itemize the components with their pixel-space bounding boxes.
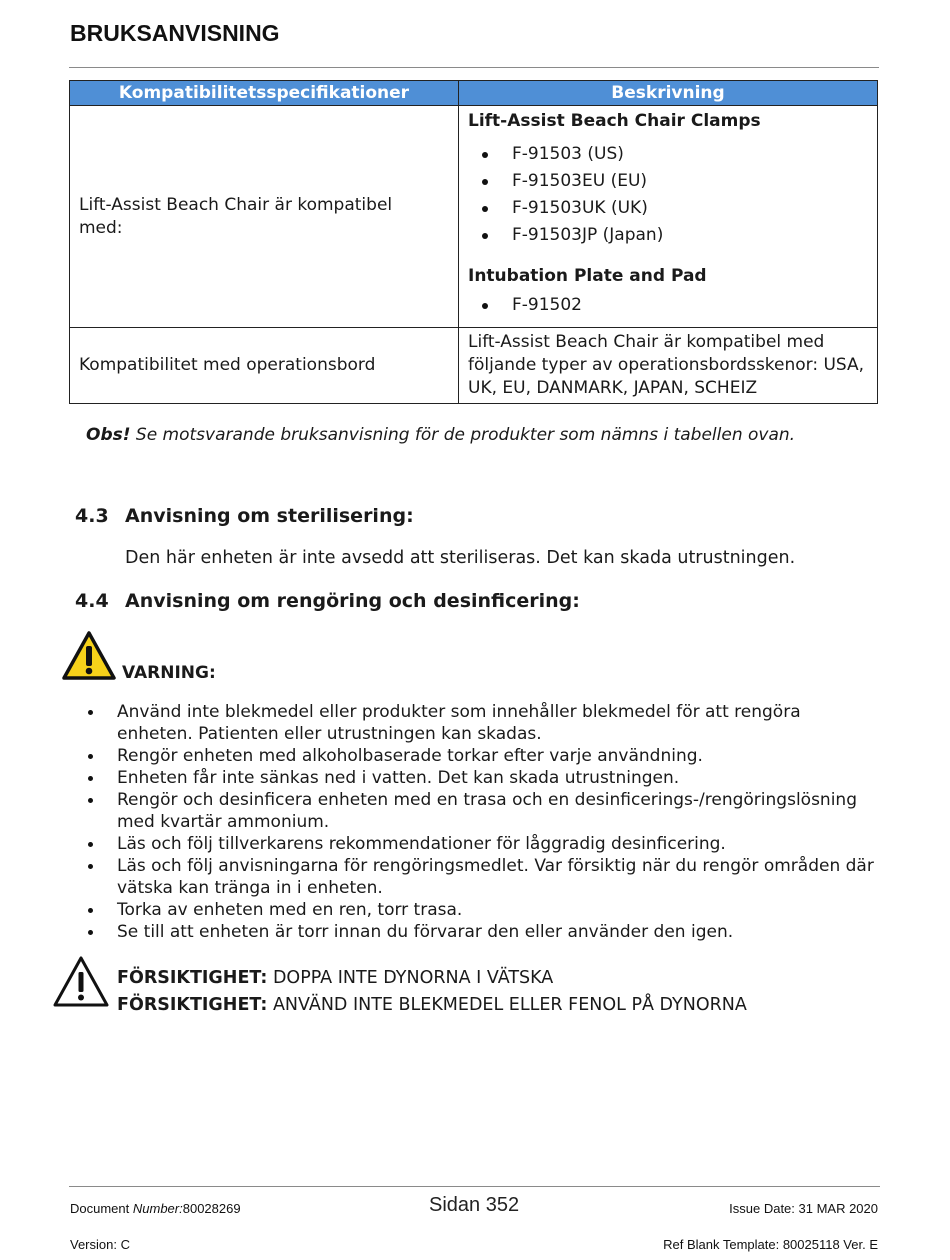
table-compatibility-description: Lift-Assist Beach Chair är kompatibel med följande typer av operationsbordsskenor: USA, UK, EU, DANMARK, JAPAN, SCHEIZ (459, 328, 878, 404)
caution-text: DOPPA INTE DYNORNA I VÄTSKA (267, 968, 554, 988)
list-item: Rengör enheten med alkoholbaserade torkar efter varje användning. (86, 745, 876, 767)
list-item: F-91503UK (UK) (468, 195, 868, 222)
page-number: Sidan 352 (429, 1194, 520, 1216)
list-item: Rengör och desinficera enheten med en trasa och en desinficerings-/rengöringslösning med kvartär ammonium. (86, 789, 876, 833)
compatible-products-cell (459, 106, 878, 328)
sterilization-text: Den här enheten är inte avsedd att steriliseras. Det kan skada utrustningen. (125, 548, 796, 568)
list-item: F-91503 (US) (468, 141, 868, 168)
warning-label: VARNING: (122, 663, 216, 683)
document-number-label-italic: Number: (132, 1201, 183, 1216)
clamps-heading: Lift-Assist Beach Chair Clamps (468, 111, 761, 131)
list-item: Läs och följ anvisningarna för rengöringsmedlet. Var försiktig när du rengör områden där vätska kan tränga in i enheten. (86, 855, 876, 899)
table-row (70, 328, 878, 404)
table-compatibility-label: Kompatibilitet med operationsbord (70, 328, 459, 404)
list-item: Läs och följ tillverkarens rekommendationer för låggradig desinficering. (86, 833, 876, 855)
document-number-label: Document (70, 1201, 133, 1216)
compatible-with-label: Lift-Assist Beach Chair är kompatibel med: (70, 106, 459, 328)
document-number-value: 80028269 (182, 1201, 241, 1216)
list-item: Torka av enheten med en ren, torr trasa. (86, 899, 876, 921)
header-divider (69, 67, 879, 68)
footer-divider (69, 1186, 880, 1187)
caution-triangle-icon (52, 955, 110, 1009)
warning-list (86, 701, 876, 943)
table-note (86, 425, 795, 445)
list-item: Se till att enheten är torr innan du förvarar den eller använder den igen. (86, 921, 876, 943)
warning-triangle-icon (61, 630, 117, 682)
caution-label: FÖRSIKTIGHET: (117, 995, 268, 1015)
issue-date: Issue Date: 31 MAR 2020 (729, 1201, 878, 1216)
table-header-row (70, 81, 878, 106)
document-number (70, 1201, 241, 1216)
page-title: BRUKSANVISNING (70, 20, 280, 46)
section-number: 4.4 (75, 590, 109, 612)
list-item: Använd inte blekmedel eller produkter som innehåller blekmedel för att rengöra enheten. Patienten eller utrustningen kan skadas. (86, 701, 876, 745)
list-item: Enheten får inte sänkas ned i vatten. Det kan skada utrustningen. (86, 767, 876, 789)
section-heading: Anvisning om sterilisering: (125, 505, 414, 527)
clamps-list (468, 141, 868, 249)
ref-template: Ref Blank Template: 80025118 Ver. E (663, 1237, 878, 1252)
note-text: Se motsvarande bruksanvisning för de produkter som nämns i tabellen ovan. (130, 425, 796, 445)
compatibility-table (69, 80, 878, 404)
list-item: F-91503JP (Japan) (468, 222, 868, 249)
intubation-heading: Intubation Plate and Pad (468, 266, 707, 286)
list-item: F-91502 (468, 292, 868, 319)
caution-line-2 (117, 995, 747, 1015)
column-header-specs: Kompatibilitetsspecifikationer (70, 81, 459, 106)
intubation-list (468, 292, 868, 319)
version: Version: C (70, 1237, 130, 1252)
column-header-description: Beskrivning (459, 81, 878, 106)
caution-label: FÖRSIKTIGHET: (117, 968, 268, 988)
caution-line-1 (117, 968, 553, 988)
list-item: F-91503EU (EU) (468, 168, 868, 195)
caution-text: ANVÄND INTE BLEKMEDEL ELLER FENOL PÅ DYNORNA (267, 995, 747, 1015)
table-row (70, 106, 878, 328)
section-number: 4.3 (75, 505, 109, 527)
section-heading: Anvisning om rengöring och desinficering: (125, 590, 580, 612)
note-label: Obs! (86, 425, 131, 445)
